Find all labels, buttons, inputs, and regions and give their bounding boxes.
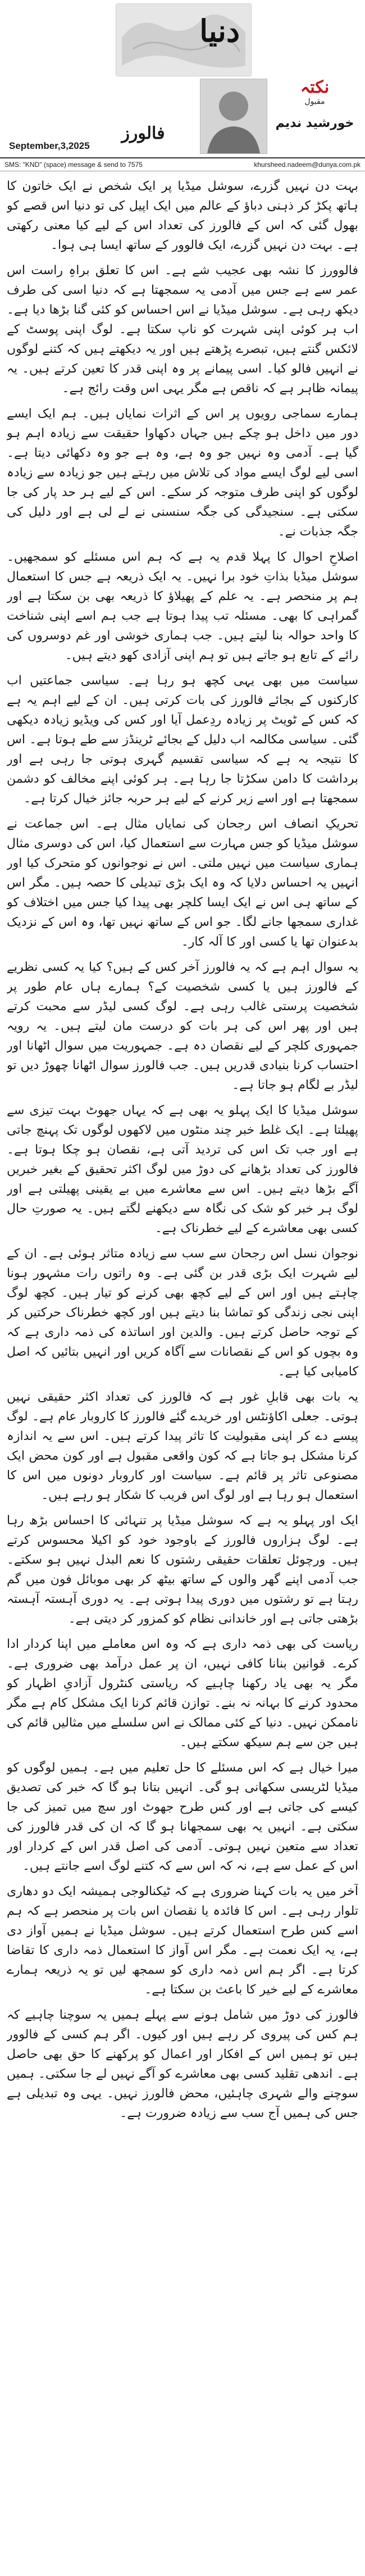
article-paragraph: نوجوان نسل اس رجحان سے سب سے زیادہ متاثر ہوئی ہے۔ ان کے لیے شہرت ایک بڑی قدر بن گئی ہے۔ وہ راتوں رات مشہور ہونا چاہتے ہیں اور اس کے لیے کچھ بھی کرنے کو تیار ہیں۔ کچھ لوگ اپنی نجی زندگی کو تماشا بنا دیتے ہیں اور کچھ خطرناک حرکتیں کر کے توجہ حاصل کرتے ہیں۔ والدین اور اساتذہ کی ذمہ داری ہے کہ وہ بچوں کو اس کے نقصانات سے آگاہ کریں اور انہیں بتائیں کہ اصل کامیابی کیا ہے۔ [7,1247,358,1379]
article-paragraph: اصلاحِ احوال کا پہلا قدم یہ ہے کہ ہم اس مسئلے کو سمجھیں۔ سوشل میڈیا بذاتِ خود برا نہیں۔ یہ ایک ذریعہ ہے جس کا استعمال ہم پر منحصر ہے۔ یہ علم کے پھیلاؤ کا ذریعہ بھی بن سکتا ہے اور گمراہی کا بھی۔ مسئلہ تب پیدا ہوتا ہے جب ہم اسے اپنی شناخت کا واحد حوالہ بنا لیتے ہیں۔ جب ہماری خوشی اور غم دوسروں کی رائے کے تابع ہو جاتے ہیں تو ہم اپنی آزادی کھو دیتے ہیں۔ [7,550,358,662]
publish-date: September,3,2025 [9,140,90,151]
article-paragraph: تحریکِ انصاف اس رجحان کی نمایاں مثال ہے۔ اس جماعت نے سوشل میڈیا کو جس مہارت سے استعمال کیا، اس کی دوسری مثال ہماری سیاست میں نہیں ملتی۔ اس نے نوجوانوں کو متحرک کیا اور انہیں یہ احساس دلایا کہ وہ ایک بڑی تبدیلی کا حصہ ہیں۔ مگر اس کے ساتھ ہی اس نے ایک ایسا کلچر بھی پیدا کیا جس میں اختلاف کو غداری سمجھا جانے لگا۔ جو اس کے ساتھ نہیں تھا، وہ اس کے نزدیک بدعنوان تھا یا کسی اور کا آلہ کار۔ [7,817,358,949]
article-paragraph: یہ بات بھی قابلِ غور ہے کہ فالورز کی تعداد اکثر حقیقی نہیں ہوتی۔ جعلی اکاؤنٹس اور خریدے گئے فالورز کا کاروبار عام ہے۔ لوگ پیسے دے کر اپنی مقبولیت کا تاثر پیدا کرتے ہیں۔ اس سے یہ اندازہ کرنا مشکل ہو جاتا ہے کہ کون واقعی مقبول ہے اور کون محض ایک مصنوعی تاثر پر قائم ہے۔ سیاست اور کاروبار دونوں میں اس کا استعمال ہو رہا ہے اور لوگ اس فریب کا شکار ہو رہے ہیں۔ [7,1390,358,1502]
article-paragraph: سیاست میں بھی یہی کچھ ہو رہا ہے۔ سیاسی جماعتیں اب کارکنوں کے بجائے فالورز کی بات کرتی ہیں۔ ان کے لیے اہم یہ ہے کہ کس کے ٹویٹ پر زیادہ ردِعمل آیا اور کس کی ویڈیو زیادہ دیکھی گئی۔ سیاسی مکالمہ اب دلیل کے بجائے ٹرینڈز سے طے ہوتا ہے۔ اس کا نتیجہ یہ ہے کہ سیاسی تقسیم گہری ہوتی جا رہی ہے اور برداشت کا دامن سکڑتا جا رہا ہے۔ ہر کوئی اپنے مخالف کو دشمن سمجھتا ہے اور اسے زیر کرنے کے لیے ہر حربہ جائز خیال کرتا ہے۔ [7,674,358,806]
article-paragraph: ایک اور پہلو یہ ہے کہ سوشل میڈیا پر تنہائی کا احساس بڑھ رہا ہے۔ لوگ ہزاروں فالورز کے باوجود خود کو اکیلا محسوس کرتے ہیں۔ ورچوئل تعلقات حقیقی رشتوں کا نعم البدل نہیں ہو سکتے۔ جب آدمی اپنے گھر والوں کے ساتھ بیٹھ کر بھی موبائل فون میں گم رہتا ہے تو رشتوں میں دوری پیدا ہوتی ہے۔ یہ دوری آہستہ آہستہ بڑھتی جاتی ہے اور خاندانی نظام کو کمزور کر دیتی ہے۔ [7,1514,358,1626]
brand-top-text: نکتہ [300,78,330,97]
newspaper-logo [116,3,252,76]
author-photo [200,79,267,154]
logo-text: دنیا [199,13,240,49]
article-paragraph: فالوورز کا نشہ بھی عجیب شے ہے۔ اس کا تعلق براہِ راست اس عمر سے ہے جس میں آدمی یہ سمجھتا ہے کہ دنیا اسی کی طرف دیکھ رہی ہے۔ سوشل میڈیا نے اس احساس کو کئی گنا بڑھا دیا ہے۔ اب ہر کوئی اپنی شہرت کو ناپ سکتا ہے۔ لوگ اپنی پوسٹ کے لائکس گنتے ہیں، تبصرے پڑھتے ہیں اور یہ دیکھتے ہیں کہ کتنے لوگوں نے انہیں فالو کیا۔ اسی پیمانے پر وہ اپنی قدر کا تعین کرتے ہیں۔ یہ پیمانہ ظاہر ہے کہ ناقص ہے مگر یہی اس وقت رائج ہے۔ [7,263,358,396]
author-name: خورشید ندیم [275,116,354,130]
article-paragraph: آخر میں یہ بات کہنا ضروری ہے کہ ٹیکنالوجی ہمیشہ ایک دو دھاری تلوار رہی ہے۔ اس کا فائدہ یا نقصان اس بات پر منحصر ہے کہ ہم اسے کس طرح استعمال کرتے ہیں۔ سوشل میڈیا نے ہمیں آواز دی ہے، یہ ایک نعمت ہے۔ مگر اس آواز کا استعمال ذمہ داری کا تقاضا کرتا ہے۔ اگر ہم اس ذمہ داری کو سمجھ لیں تو یہ ذریعہ ہمارے معاشرے کے لیے خیر کا باعث بن سکتا ہے۔ [7,1884,358,1997]
article-paragraph: سوشل میڈیا کا ایک پہلو یہ بھی ہے کہ یہاں جھوٹ بہت تیزی سے پھیلتا ہے۔ ایک غلط خبر چند منٹوں میں لاکھوں لوگوں تک پہنچ جاتی ہے اور جب تک اس کی تردید آتی ہے، نقصان ہو چکا ہوتا ہے۔ فالورز کی تعداد بڑھانے کی دوڑ میں لوگ اکثر تحقیق کے بغیر خبریں آگے بڑھا دیتے ہیں۔ اس سے معاشرے میں بے یقینی پھیلتی ہے اور لوگ ہر خبر کو شک کی نگاہ سے دیکھنے لگتے ہیں۔ یہ صورتِ حال کسی بھی معاشرے کے لیے خطرناک ہے۔ [7,1103,358,1235]
brand-bottom-text: مقبول [304,97,325,106]
article-body [7,176,358,2570]
column-brand [268,79,361,112]
article-paragraph: ریاست کی بھی ذمہ داری ہے کہ وہ اس معاملے میں اپنا کردار ادا کرے۔ قوانین بنانا کافی نہیں، ان پر عمل درآمد بھی ضروری ہے۔ مگر یہ بھی یاد رکھنا چاہیے کہ ریاستی کنٹرول آزادیِ اظہار کو محدود کرنے کا بہانہ نہ بنے۔ توازن قائم کرنا ایک مشکل کام ہے مگر ناممکن نہیں۔ دنیا کے کئی ممالک نے اس سلسلے میں مثالیں قائم کی ہیں جن سے ہم سیکھ سکتے ہیں۔ [7,1637,358,1750]
article-paragraph: فالورز کی دوڑ میں شامل ہونے سے پہلے ہمیں یہ سوچنا چاہیے کہ ہم کس کی پیروی کر رہے ہیں اور کیوں۔ اگر ہم کسی کے فالوور ہیں تو ہمیں اس کے افکار اور اعمال کو پرکھنے کا حق بھی حاصل ہے۔ اندھی تقلید کسی بھی معاشرے کو آگے نہیں لے جا سکتی۔ ہمیں سوچنے والے شہری چاہئیں، محض فالورز نہیں۔ یہی وہ تبدیلی ہے جس کی ہمیں آج سب سے زیادہ ضرورت ہے۔ [7,2008,358,2120]
sms-info: SMS: "KND" (space) message & send to 7575 [4,161,143,169]
article-paragraph: میرا خیال ہے کہ اس مسئلے کا حل تعلیم میں ہے۔ ہمیں لوگوں کو میڈیا لٹریسی سکھانی ہو گی۔ انہیں بتانا ہو گا کہ خبر کی تصدیق کیسے کی جاتی ہے اور کس طرح جھوٹ اور سچ میں تمیز کی جا سکتی ہے۔ انہیں یہ بھی سمجھانا ہو گا کہ ان کی قدر فالورز کی تعداد سے متعین نہیں ہوتی۔ آدمی کی اصل قدر اس کے کردار اور اس کے عمل سے ہے، نہ کہ اس سے کہ کتنے لوگ اسے جانتے ہیں۔ [7,1761,358,1873]
contact-bar [0,157,365,171]
masthead [0,0,365,156]
column-title: فالورز [121,124,165,143]
article-paragraph: بہت دن نہیں گزرے، سوشل میڈیا پر ایک شخص نے ایک خاتون کا ہاتھ پکڑ کر ذہنی دباؤ کے عالم میں ایک اپیل کی تو دنیا اس قصے کو بھول گئی کہ اس کے فالورز کی تعداد اس کے لیے کیا معنی رکھتی ہے۔ بہت دن نہیں گزرے، ایک فالوور کے ساتھ ایسا ہی ہوا۔ [7,179,358,252]
author-email[interactable]: khursheed.nadeem@dunya.com.pk [254,161,361,169]
article-paragraph: یہ سوال اہم ہے کہ یہ فالورز آخر کس کے ہیں؟ کیا یہ کسی نظریے کے فالورز ہیں یا کسی شخصیت کے؟ ہمارے ہاں عام طور پر شخصیت پرستی غالب رہی ہے۔ لوگ کسی لیڈر سے محبت کرتے ہیں اور پھر اس کی ہر بات کو درست مان لیتے ہیں۔ یہ رویہ جمہوری کلچر کے لیے نقصان دہ ہے۔ جمہوریت میں سوال اٹھانا اور احتساب کرنا بنیادی قدریں ہیں۔ جب فالورز سوال اٹھانا چھوڑ دیں تو لیڈر بے لگام ہو جاتا ہے۔ [7,960,358,1092]
article-paragraph: ہمارے سماجی رویوں پر اس کے اثرات نمایاں ہیں۔ ہم ایک ایسے دور میں داخل ہو چکے ہیں جہاں دکھاوا حقیقت سے زیادہ اہم ہو گیا ہے۔ آدمی وہ نہیں جو وہ ہے، وہ ہے جو وہ دکھائی دیتا ہے۔ اسی لیے لوگ ایسے مواد کی تلاش میں رہتے ہیں جو زیادہ سے زیادہ لوگوں کو اپنی طرف متوجہ کر سکے۔ اس کے لیے ہر حد پار کی جا سکتی ہے۔ سنجیدگی کی جگہ سنسنی نے لے لی ہے اور دلیل کی جگہ جذبات نے۔ [7,407,358,539]
person-silhouette-icon [200,79,267,153]
